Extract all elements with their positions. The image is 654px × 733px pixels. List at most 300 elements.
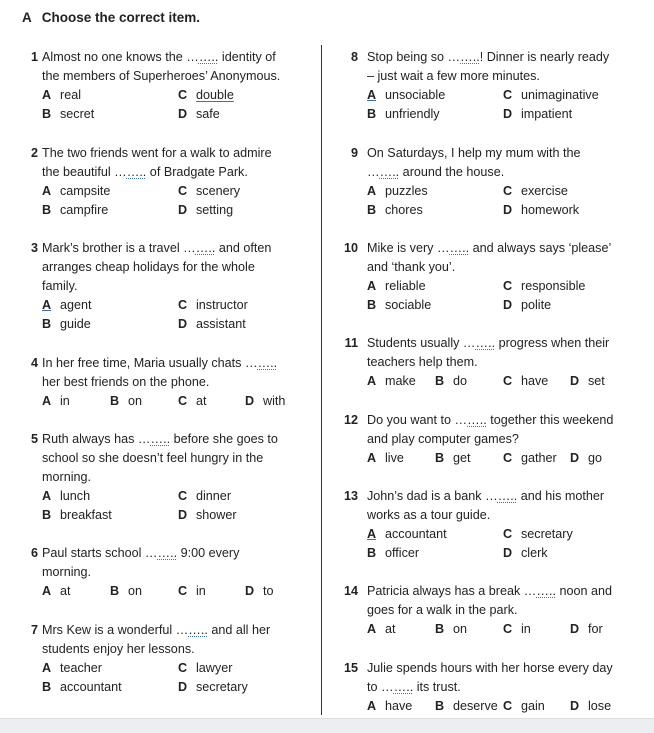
option-text: unfriendly bbox=[385, 107, 440, 121]
option-text: at bbox=[385, 622, 396, 636]
text-segment: and play computer games? bbox=[367, 432, 519, 446]
option-d[interactable] bbox=[245, 582, 274, 601]
option-c[interactable] bbox=[178, 86, 234, 105]
text-segment: 9:00 every bbox=[177, 546, 240, 560]
option-b[interactable] bbox=[110, 392, 142, 411]
question-number: 14 bbox=[343, 584, 358, 598]
text-segment: together this weekend bbox=[486, 413, 614, 427]
option-c[interactable] bbox=[178, 296, 248, 315]
option-text: lawyer bbox=[196, 661, 233, 675]
option-a[interactable] bbox=[367, 86, 445, 105]
option-text: deserve bbox=[453, 699, 498, 713]
question-text-line bbox=[367, 659, 613, 678]
text-segment: goes for a walk in the park. bbox=[367, 603, 518, 617]
text-segment: school so she doesn’t feel hungry in the bbox=[42, 451, 264, 465]
option-letter: B bbox=[42, 203, 52, 217]
option-text: homework bbox=[521, 203, 580, 217]
option-text: in bbox=[196, 584, 206, 598]
text-segment: The two friends went for a walk to admire bbox=[42, 146, 272, 160]
question-number: 7 bbox=[30, 623, 38, 637]
blank-dots: ….. bbox=[195, 241, 216, 255]
option-letter: C bbox=[178, 184, 188, 198]
section-heading bbox=[22, 10, 200, 25]
option-letter: A bbox=[42, 394, 52, 408]
question-number: 2 bbox=[30, 146, 38, 160]
option-text: guide bbox=[60, 317, 91, 331]
options bbox=[367, 372, 609, 391]
blank-lead: … bbox=[186, 50, 199, 64]
text-segment: its trust. bbox=[413, 680, 461, 694]
answer-blank[interactable] bbox=[367, 165, 399, 179]
blank-dots: ….. bbox=[497, 489, 518, 503]
text-segment: Students usually bbox=[367, 336, 463, 350]
option-b[interactable] bbox=[435, 697, 498, 716]
blank-lead: … bbox=[137, 432, 151, 446]
option-c[interactable] bbox=[503, 525, 573, 544]
option-letter: C bbox=[503, 699, 513, 713]
question-text-line bbox=[42, 163, 272, 182]
option-letter: B bbox=[435, 699, 445, 713]
blank-lead: … bbox=[523, 584, 537, 598]
option-a[interactable] bbox=[42, 487, 90, 506]
option-letter: A bbox=[42, 489, 52, 503]
blank-lead: … bbox=[144, 546, 158, 560]
option-text: in bbox=[521, 622, 531, 636]
blank-dots: ….. bbox=[475, 336, 496, 350]
blank-dots: ….. bbox=[379, 165, 400, 179]
text-segment: On Saturdays, I help my mum with the bbox=[367, 146, 581, 160]
option-letter: A bbox=[367, 279, 377, 293]
question bbox=[30, 430, 278, 525]
option-letter: D bbox=[503, 546, 513, 560]
question-text-line bbox=[367, 334, 609, 353]
question-number: 11 bbox=[344, 336, 358, 350]
question-text-line bbox=[42, 640, 270, 659]
options bbox=[367, 449, 613, 468]
question-text-line bbox=[367, 239, 611, 258]
option-letter: D bbox=[570, 699, 580, 713]
option-a[interactable] bbox=[367, 372, 416, 391]
question-text-line bbox=[367, 48, 609, 67]
option-a[interactable] bbox=[367, 277, 426, 296]
answer-blank[interactable] bbox=[183, 241, 215, 255]
text-segment: and his mother bbox=[517, 489, 605, 503]
question-text-line bbox=[42, 449, 278, 468]
question-number: 3 bbox=[30, 241, 38, 255]
option-text: exercise bbox=[521, 184, 568, 198]
option-letter: C bbox=[503, 451, 513, 465]
option-letter: A bbox=[42, 661, 52, 675]
option-text: real bbox=[60, 88, 81, 102]
answer-blank[interactable] bbox=[437, 241, 469, 255]
option-letter: C bbox=[503, 374, 513, 388]
option-text: unimaginative bbox=[521, 88, 599, 102]
answer-blank[interactable] bbox=[145, 546, 177, 560]
question bbox=[30, 144, 272, 220]
option-letter: A bbox=[42, 184, 52, 198]
option-text: clerk bbox=[521, 546, 548, 560]
question-text-line bbox=[367, 258, 611, 277]
options bbox=[42, 582, 274, 601]
blank-lead: … bbox=[367, 165, 380, 179]
option-d[interactable] bbox=[503, 201, 579, 220]
option-a[interactable] bbox=[42, 296, 92, 315]
text-segment: her best friends on the phone. bbox=[42, 375, 210, 389]
option-letter: B bbox=[435, 451, 445, 465]
option-letter: A bbox=[367, 451, 377, 465]
question-text-line bbox=[367, 163, 580, 182]
option-letter: A bbox=[367, 622, 377, 636]
text-segment: Ruth always has bbox=[42, 432, 138, 446]
question-text-line bbox=[42, 563, 239, 582]
question-number: 13 bbox=[343, 489, 358, 503]
option-text: on bbox=[128, 584, 143, 598]
option-letter: B bbox=[367, 546, 377, 560]
option-text: get bbox=[453, 451, 471, 465]
option-c[interactable] bbox=[503, 449, 557, 468]
option-b[interactable] bbox=[367, 201, 423, 220]
text-segment: Mike is very bbox=[367, 241, 437, 255]
option-text: gain bbox=[521, 699, 545, 713]
question-text-line bbox=[367, 430, 613, 449]
option-d[interactable] bbox=[570, 372, 605, 391]
options bbox=[367, 697, 613, 716]
option-d[interactable] bbox=[570, 620, 603, 639]
question bbox=[30, 239, 272, 334]
option-d[interactable] bbox=[570, 449, 602, 468]
option-d[interactable] bbox=[570, 697, 611, 716]
question-text-line bbox=[367, 601, 612, 620]
text-segment: Stop being so bbox=[367, 50, 448, 64]
text-segment: around the house. bbox=[399, 165, 505, 179]
option-a[interactable] bbox=[42, 659, 102, 678]
question bbox=[350, 144, 581, 220]
option-text: polite bbox=[521, 298, 552, 312]
text-segment: teachers help them. bbox=[367, 355, 478, 369]
option-text: on bbox=[128, 394, 143, 408]
option-text: set bbox=[588, 374, 605, 388]
option-text: to bbox=[263, 584, 274, 598]
option-letter: C bbox=[178, 661, 188, 675]
text-segment: John’s dad is a bank bbox=[367, 489, 486, 503]
text-segment: the members of Superheroes’ Anonymous. bbox=[42, 69, 281, 83]
option-a[interactable] bbox=[42, 392, 70, 411]
option-text: unsociable bbox=[385, 88, 446, 102]
text-segment: the beautiful bbox=[42, 165, 115, 179]
blank-lead: … bbox=[114, 165, 127, 179]
question-text-line bbox=[367, 487, 604, 506]
blank-dots: ….. bbox=[126, 165, 147, 179]
option-text: secret bbox=[60, 107, 95, 121]
option-c[interactable] bbox=[503, 182, 568, 201]
question bbox=[30, 354, 286, 411]
option-text: secretary bbox=[196, 680, 248, 694]
option-text: reliable bbox=[385, 279, 426, 293]
text-segment: In her free time, Maria usually chats bbox=[42, 356, 245, 370]
option-text: on bbox=[453, 622, 468, 636]
options bbox=[367, 182, 580, 220]
option-text: shower bbox=[196, 508, 237, 522]
options bbox=[367, 277, 611, 315]
options bbox=[42, 296, 271, 334]
text-segment: and always says ‘please’ bbox=[469, 241, 612, 255]
option-letter: A bbox=[367, 184, 377, 198]
question-text-line bbox=[42, 544, 239, 563]
option-text: chores bbox=[385, 203, 423, 217]
option-text: gather bbox=[521, 451, 557, 465]
option-letter: D bbox=[570, 622, 580, 636]
option-a[interactable] bbox=[367, 697, 412, 716]
option-text: at bbox=[60, 584, 71, 598]
question-text-line bbox=[42, 67, 280, 86]
option-letter: A bbox=[42, 584, 52, 598]
option-text: do bbox=[453, 374, 468, 388]
option-letter: C bbox=[178, 298, 188, 312]
option-text: have bbox=[521, 374, 549, 388]
option-c[interactable] bbox=[178, 487, 231, 506]
blank-dots: ….. bbox=[467, 413, 487, 427]
blank-dots: ….. bbox=[536, 584, 556, 598]
option-letter: C bbox=[503, 622, 513, 636]
option-text: agent bbox=[60, 298, 92, 312]
option-text: breakfast bbox=[60, 508, 112, 522]
blank-dots: ….. bbox=[449, 241, 470, 255]
option-a[interactable] bbox=[367, 449, 404, 468]
question-text-line bbox=[42, 48, 280, 67]
blank-lead: … bbox=[436, 241, 450, 255]
answer-blank[interactable] bbox=[138, 432, 170, 446]
question-text-line bbox=[42, 258, 271, 277]
text-segment: identity of bbox=[218, 50, 276, 64]
option-text: lose bbox=[588, 699, 612, 713]
option-text: campfire bbox=[60, 203, 109, 217]
blank-lead: … bbox=[175, 623, 189, 637]
question-text-line bbox=[367, 144, 580, 163]
option-b[interactable] bbox=[42, 506, 112, 525]
option-text: setting bbox=[196, 203, 234, 217]
option-letter: D bbox=[570, 451, 580, 465]
option-a[interactable] bbox=[42, 86, 81, 105]
option-letter: C bbox=[503, 184, 513, 198]
option-a[interactable] bbox=[367, 525, 447, 544]
option-text: at bbox=[196, 394, 207, 408]
blank-dots: ….. bbox=[157, 546, 178, 560]
option-letter: C bbox=[178, 489, 188, 503]
option-letter: A bbox=[367, 374, 377, 388]
option-letter: C bbox=[503, 527, 513, 541]
option-c[interactable] bbox=[503, 86, 599, 105]
text-segment: and ‘thank you’. bbox=[367, 260, 456, 274]
option-text: for bbox=[588, 622, 603, 636]
option-c[interactable] bbox=[178, 659, 232, 678]
answer-blank[interactable] bbox=[245, 356, 277, 370]
question-number: 8 bbox=[350, 50, 358, 64]
question bbox=[343, 239, 612, 315]
option-c[interactable] bbox=[503, 372, 548, 391]
text-segment: Mark’s brother is a travel bbox=[42, 241, 184, 255]
answer-blank[interactable] bbox=[463, 336, 495, 350]
text-segment: of Bradgate Park. bbox=[146, 165, 248, 179]
option-letter: B bbox=[110, 394, 120, 408]
option-letter: C bbox=[503, 88, 513, 102]
option-text: instructor bbox=[196, 298, 248, 312]
blank-lead: … bbox=[454, 413, 468, 427]
question-text-line bbox=[42, 621, 270, 640]
answer-blank[interactable] bbox=[186, 50, 218, 64]
blank-dots: ….. bbox=[198, 50, 219, 64]
text-segment: Patricia always has a break bbox=[367, 584, 524, 598]
option-letter: B bbox=[42, 508, 52, 522]
option-d[interactable] bbox=[503, 544, 548, 563]
option-text: puzzles bbox=[385, 184, 428, 198]
question-text-line bbox=[367, 506, 604, 525]
option-letter: D bbox=[570, 374, 580, 388]
answer-blank[interactable] bbox=[114, 165, 146, 179]
option-d[interactable] bbox=[503, 105, 572, 124]
option-text: scenery bbox=[196, 184, 241, 198]
blank-lead: … bbox=[485, 489, 498, 503]
option-letter: D bbox=[503, 298, 513, 312]
question bbox=[30, 621, 271, 697]
option-text: go bbox=[588, 451, 603, 465]
option-letter: B bbox=[42, 680, 52, 694]
blank-lead: … bbox=[462, 336, 476, 350]
question bbox=[343, 411, 614, 468]
text-segment: Paul starts school bbox=[42, 546, 145, 560]
text-segment: and often bbox=[215, 241, 272, 255]
text-segment: morning. bbox=[42, 565, 91, 579]
text-segment: ! Dinner is nearly ready bbox=[479, 50, 610, 64]
option-text: sociable bbox=[385, 298, 432, 312]
option-c[interactable] bbox=[503, 697, 545, 716]
option-b[interactable] bbox=[42, 678, 122, 697]
option-letter: A bbox=[367, 699, 377, 713]
option-b[interactable] bbox=[435, 449, 471, 468]
option-b[interactable] bbox=[42, 201, 108, 220]
section-title: Choose the correct item. bbox=[41, 10, 201, 25]
question-text-line bbox=[367, 67, 609, 86]
option-d[interactable] bbox=[178, 315, 246, 334]
question bbox=[343, 659, 613, 716]
text-segment: and all her bbox=[207, 623, 271, 637]
blank-dots: ….. bbox=[393, 680, 414, 694]
option-c[interactable] bbox=[178, 182, 240, 201]
option-text: impatient bbox=[521, 107, 573, 121]
options bbox=[42, 487, 278, 525]
option-d[interactable] bbox=[178, 506, 237, 525]
option-text: accountant bbox=[60, 680, 122, 694]
answer-blank[interactable] bbox=[381, 680, 413, 694]
option-letter: B bbox=[42, 107, 52, 121]
option-d[interactable] bbox=[178, 105, 220, 124]
options bbox=[42, 392, 286, 411]
question-text-line bbox=[367, 582, 612, 601]
blank-lead: … bbox=[381, 680, 394, 694]
options bbox=[367, 620, 612, 639]
option-a[interactable] bbox=[367, 620, 396, 639]
text-segment: to bbox=[367, 680, 382, 694]
text-segment: Julie spends hours with her horse every day bbox=[367, 661, 613, 675]
text-segment: students enjoy her lessons. bbox=[42, 642, 195, 656]
option-a[interactable] bbox=[42, 182, 110, 201]
option-c[interactable] bbox=[503, 277, 585, 296]
option-c[interactable] bbox=[178, 392, 207, 411]
option-text: double bbox=[196, 88, 234, 102]
option-b[interactable] bbox=[367, 544, 419, 563]
answer-blank[interactable] bbox=[455, 413, 487, 427]
text-segment: noon and bbox=[555, 584, 613, 598]
option-letter: D bbox=[178, 680, 188, 694]
answer-blank[interactable] bbox=[176, 623, 208, 637]
options bbox=[42, 86, 280, 124]
option-letter: C bbox=[178, 394, 188, 408]
option-c[interactable] bbox=[503, 620, 531, 639]
option-b[interactable] bbox=[435, 620, 467, 639]
option-text: with bbox=[263, 394, 286, 408]
option-b[interactable] bbox=[42, 315, 91, 334]
option-d[interactable] bbox=[178, 201, 233, 220]
option-letter: B bbox=[435, 622, 445, 636]
option-a[interactable] bbox=[42, 582, 71, 601]
option-letter: D bbox=[178, 203, 188, 217]
section-letter: A bbox=[22, 10, 32, 25]
option-d[interactable] bbox=[245, 392, 285, 411]
question-number: 5 bbox=[30, 432, 38, 446]
question-text-line bbox=[367, 353, 609, 372]
option-letter: A bbox=[367, 88, 377, 102]
question bbox=[344, 334, 610, 391]
answer-blank[interactable] bbox=[524, 584, 556, 598]
options bbox=[42, 659, 270, 697]
option-text: campsite bbox=[60, 184, 111, 198]
options bbox=[367, 86, 609, 124]
option-letter: B bbox=[367, 298, 377, 312]
option-letter: C bbox=[503, 279, 513, 293]
question bbox=[350, 48, 610, 124]
answer-blank[interactable] bbox=[448, 50, 480, 64]
blank-dots: ….. bbox=[460, 50, 480, 64]
question-number: 10 bbox=[343, 241, 358, 255]
option-letter: A bbox=[42, 298, 52, 312]
option-letter: D bbox=[245, 394, 255, 408]
option-b[interactable] bbox=[435, 372, 467, 391]
option-d[interactable] bbox=[178, 678, 248, 697]
bottom-bar bbox=[0, 718, 654, 733]
text-segment: Mrs Kew is a wonderful bbox=[42, 623, 176, 637]
blank-dots: ….. bbox=[257, 356, 278, 370]
option-b[interactable] bbox=[110, 582, 142, 601]
option-b[interactable] bbox=[367, 105, 440, 124]
option-letter: D bbox=[503, 107, 513, 121]
option-c[interactable] bbox=[178, 582, 206, 601]
text-segment: works as a tour guide. bbox=[367, 508, 491, 522]
option-a[interactable] bbox=[367, 182, 428, 201]
text-segment: before she goes to bbox=[170, 432, 278, 446]
option-text: have bbox=[385, 699, 413, 713]
question bbox=[343, 582, 613, 639]
option-d[interactable] bbox=[503, 296, 551, 315]
text-segment: progress when their bbox=[495, 336, 610, 350]
column-divider bbox=[321, 45, 322, 715]
option-b[interactable] bbox=[367, 296, 431, 315]
question bbox=[343, 487, 605, 563]
blank-lead: … bbox=[183, 241, 196, 255]
answer-blank[interactable] bbox=[485, 489, 517, 503]
question-text-line bbox=[42, 239, 271, 258]
option-letter: D bbox=[178, 317, 188, 331]
option-letter: A bbox=[367, 527, 377, 541]
option-b[interactable] bbox=[42, 105, 94, 124]
